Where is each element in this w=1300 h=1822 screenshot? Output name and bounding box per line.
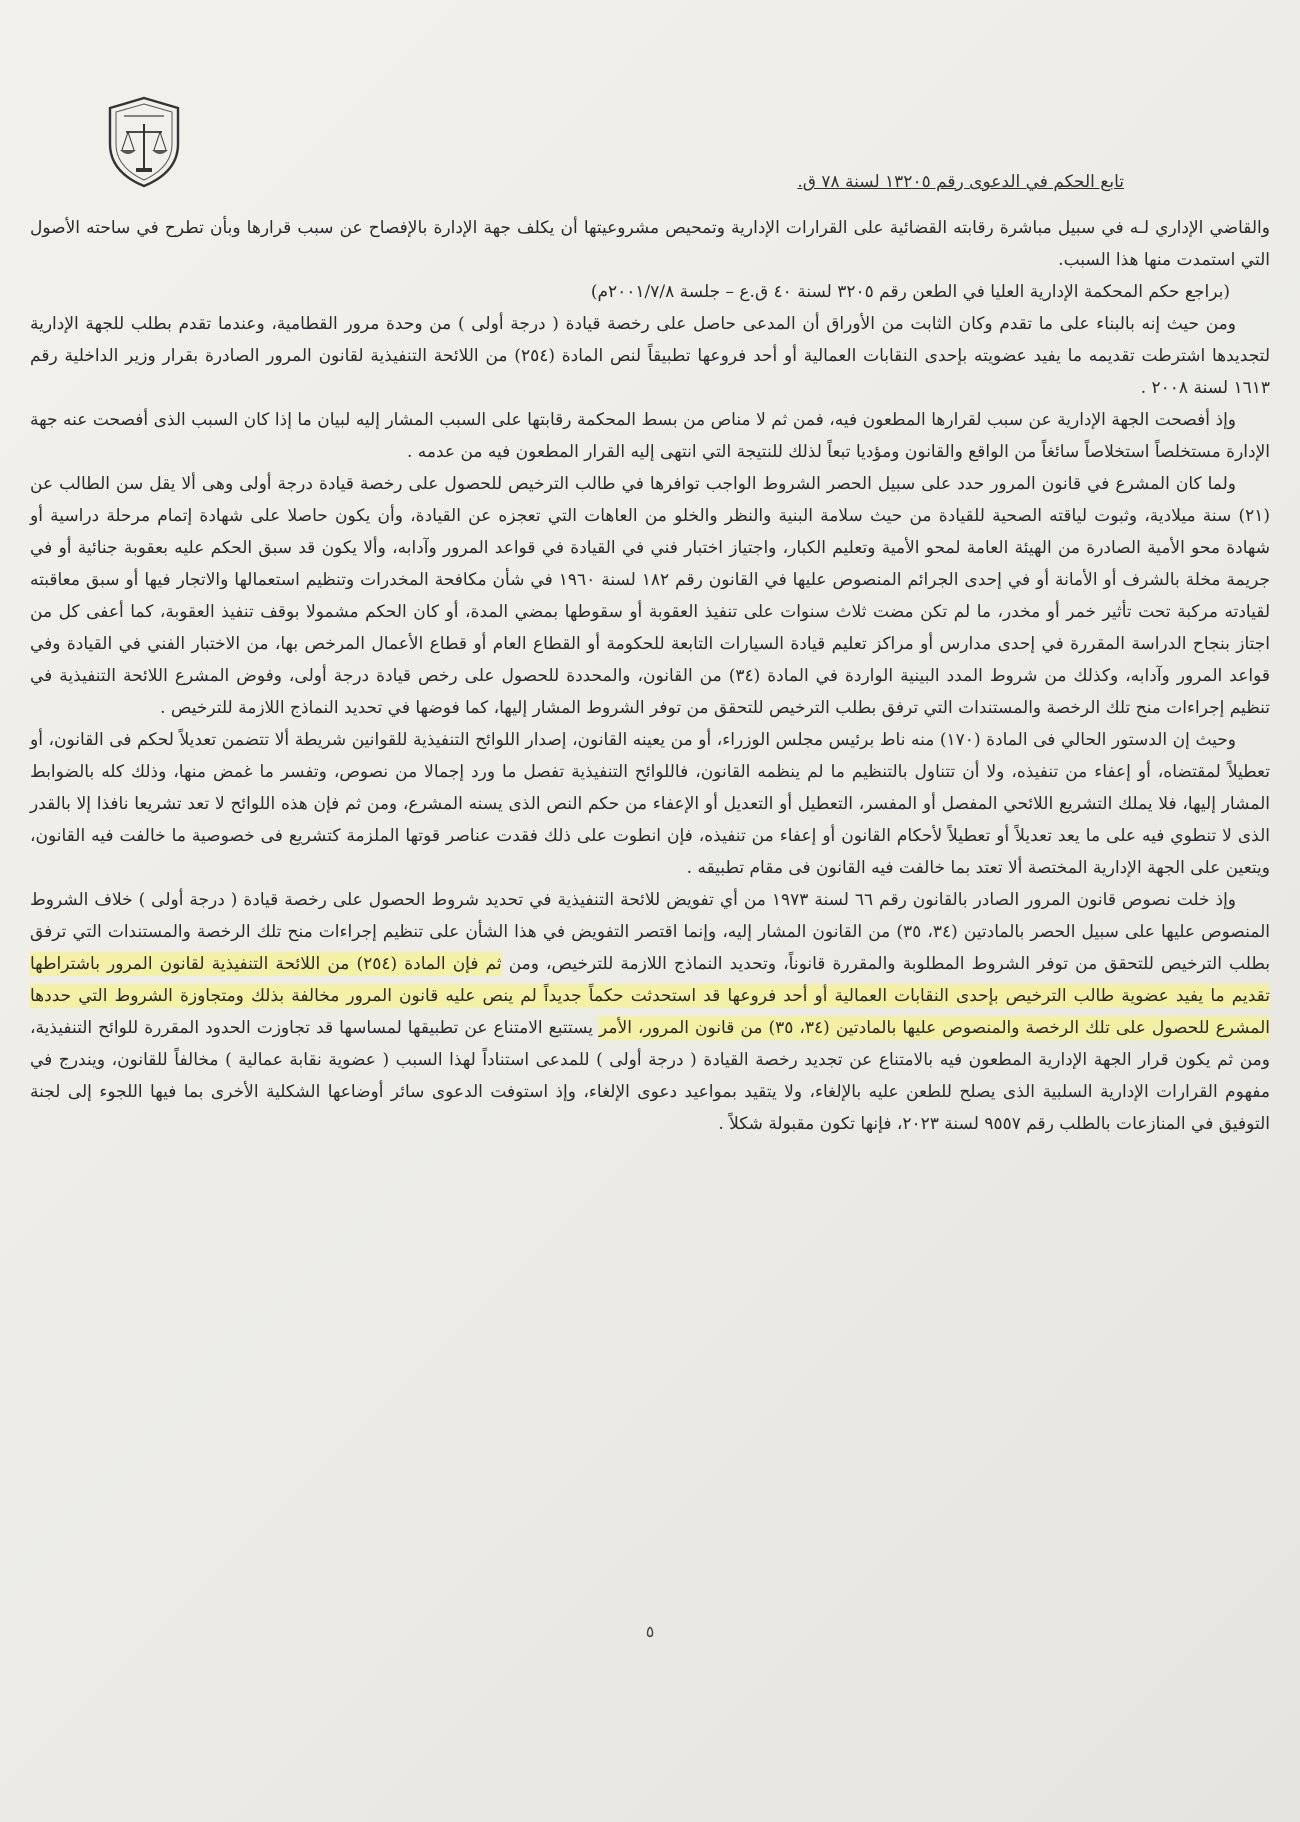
- paragraph-judicial-review: والقاضي الإداري لـه في سبيل مباشرة رقابته القضائية على القرارات الإدارية وتمحيص مشروعيتها أن يكلف جهة الإدارة بالإفصاح عن سبب قرارها وبأن تطرح في ساحته الأصول التي استمدت منها هذا السبب.: [30, 218, 1270, 270]
- paragraph-conclusion-part-3: يستتبع الامتناع عن تطبيقها لمساسها قد تجاوزت الحدود المقررة للوائح التنفيذية، ومن ثم يكون قرار الجهة الإدارية المطعون فيه بالامتناع عن تجديد رخصة القيادة ( درجة أولى ) للمدعى استناداً لهذا السبب ( عضوية نقابة عمالية ) مخالفاً للقانون، ويندرج في مفهوم القرارات الإدارية السلبية الذى يصلح للطعن عليه بالإلغاء، ولا يتقيد بمواعيد دعوى الإلغاء، وإذ استوفت الدعوى سائر أوضاعها الشكلية الأخرى بما فيها اللجوء إلى لجنة التوفيق في المنازعات بالطلب رقم ٩٥٥٧ لسنة ٢٠٢٣، فإنها تكون مقبولة شكلاً .: [30, 1018, 1270, 1134]
- court-scales-logo-icon: [104, 94, 184, 190]
- case-reference-header: تابع الحكم في الدعوى رقم ١٣٢٠٥ لسنة ٧٨ ق.: [797, 172, 1124, 192]
- paragraph-facts: ومن حيث إنه بالبناء على ما تقدم وكان الثابت من الأوراق أن المدعى حاصل على رخصة قيادة ( درجة أولى ) من وحدة مرور القطامية، وعندما تقدم بطلب للجهة الإدارية لتجديدها اشترطت تقديمه ما يفيد عضويته بإحدى النقابات العمالية أو أحد فروعها تطبيقاً لنص المادة (٢٥٤) من اللائحة التنفيذية لقانون المرور الصادرة بقرار وزير الداخلية رقم ١٦١٣ لسنة ٢٠٠٨ .: [30, 314, 1270, 398]
- paragraph-stated-reason: وإذ أفصحت الجهة الإدارية عن سبب لقرارها المطعون فيه، فمن ثم لا مناص من بسط المحكمة رقابتها على السبب المشار إليه لبيان ما إذا كان السبب الذى أفصحت عنه جهة الإدارة مستخلصاً استخلاصاً سائغاً من الواقع والقانون ومؤديا تبعاً لذلك للنتيجة التي انتهى إليه القرار المطعون فيه من عدمه .: [30, 410, 1270, 462]
- judgment-body: [30, 212, 1270, 1140]
- paragraph-conclusion: [30, 884, 1270, 1140]
- paragraph-precedent-citation: (براجع حكم المحكمة الإدارية العليا في الطعن رقم ٣٢٠٥ لسنة ٤٠ ق.ع – جلسة ٢٠٠١/٧/٨م): [590, 282, 1230, 302]
- paragraph-license-conditions: ولما كان المشرع في قانون المرور حدد على سبيل الحصر الشروط الواجب توافرها في طالب الترخيص للحصول على رخصة قيادة درجة أولى وهى ألا يقل سن الطالب عن (٢١) سنة ميلادية، وثبوت لياقته الصحية للقيادة من حيث سلامة البنية والنظر والخلو من العاهات التي تعجزه عن القيادة، وأن يكون حاصلا على شهادة إتمام مرحلة دراسية أو شهادة محو الأمية الصادرة من الهيئة العامة لمحو الأمية وتعليم الكبار، واجتياز اختبار فني في القيادة في قواعد المرور وآدابه، وألا يكون قد سبق الحكم عليه بعقوبة جنائية أو في جريمة مخلة بالشرف أو الأمانة أو في إحدى الجرائم المنصوص عليها في القانون رقم ١٨٢ لسنة ١٩٦٠ في شأن مكافحة المخدرات وتنظيم استعمالها والاتجار فيها أو سبق معاقبته لقيادته مركبة تحت تأثير خمر أو مخدر، ما لم تكن مضت ثلاث سنوات على تنفيذ العقوبة أو سقوطها بمضي المدة، أو كان الحكم مشمولا بوقف تنفيذ العقوبة، كما أعفى كل من اجتاز بنجاح الدراسة المقررة في إحدى مدارس أو مراكز تعليم قيادة السيارات التابعة للحكومة أو القطاع العام أو قطاع الأعمال المرخص بها، من الاختبار الفني في القيادة وفي قواعد المرور وآدابه، وكذلك من شروط المدد البينية الواردة في المادة (٣٤) من القانون، والمحددة للحصول على رخص قيادة درجة أولى، وفوض المشرع اللائحة التنفيذية في تنظيم إجراءات منح تلك الرخصة والمستندات التي ترفق بطلب الترخيص للتحقق من توفر الشروط المشار إليها، كما فوضها في تحديد النماذج اللازمة للترخيص .: [30, 474, 1270, 718]
- paragraph-constitution: وحيث إن الدستور الحالي فى المادة (١٧٠) منه ناط برئيس مجلس الوزراء، أو من يعينه القانون، إصدار اللوائح التنفيذية للقوانين شريطة ألا تتضمن تعديلاً لحكم فى القانون، أو تعطيلاً لمقتضاه، أو إعفاء من تنفيذه، ولا أن تتناول بالتنظيم ما لم ينظمه القانون، فاللوائح التنفيذية تفصل ما ورد إجمالا من نصوص، وتفسر ما غمض منها، وذلك كله بالضوابط المشار إليها، فلا يملك التشريع اللائحي المفصل أو المفسر، التعطيل أو التعديل أو الإعفاء من حكم النص الذى يسنه المشرع، ومن ثم فإن هذه اللوائح لا تعد تشريعا نافذا إلا بالقدر الذى لا تنطوي فيه على ما يعد تعديلاً أو تعطيلاً لأحكام القانون أو إعفاء من تنفيذه، فإن انطوت على ذلك فقدت عناصر قوتها الملزمة كتشريع فى خصوصية ما خالفت فيه القانون، ويتعين على الجهة الإدارية المختصة ألا تعتد بما خالفت فيه القانون فى مقام تطبيقه .: [30, 730, 1270, 878]
- highlighted-passage: ثم فإن المادة (٢٥٤) من اللائحة التنفيذية لقانون المرور باشتراطها تقديم ما يفيد عضوية طالب الترخيص بإحدى النقابات العمالية أو أحد فروعها قد استحدثت حكماً جديداً لم ينص عليه قانون المرور مخالفة بذلك ومتجاوزة الشروط التي حددها المشرع للحصول على تلك الرخصة والمنصوص عليها بالمادتين (٣٤، ٣٥) من قانون المرور، الأمر: [30, 954, 1270, 1038]
- paragraph-conclusion-part-1: وإذ خلت نصوص قانون المرور الصادر بالقانون رقم ٦٦ لسنة ١٩٧٣ من أي تفويض للائحة التنفيذية في تحديد شروط الحصول على رخصة قيادة ( درجة أولى ) خلاف الشروط المنصوص عليها على سبيل الحصر بالمادتين (٣٤، ٣٥) من القانون المشار إليه، وإنما اقتصر التفويض في هذا الشأن على تنظيم إجراءات منح تلك الرخصة والمستندات التي ترفق بطلب الترخيص للتحقق من توفر الشروط المطلوبة والمقررة قانوناً، وتحديد النماذج اللازمة للترخيص، ومن: [30, 890, 1271, 974]
- page-number: ٥: [645, 1622, 655, 1641]
